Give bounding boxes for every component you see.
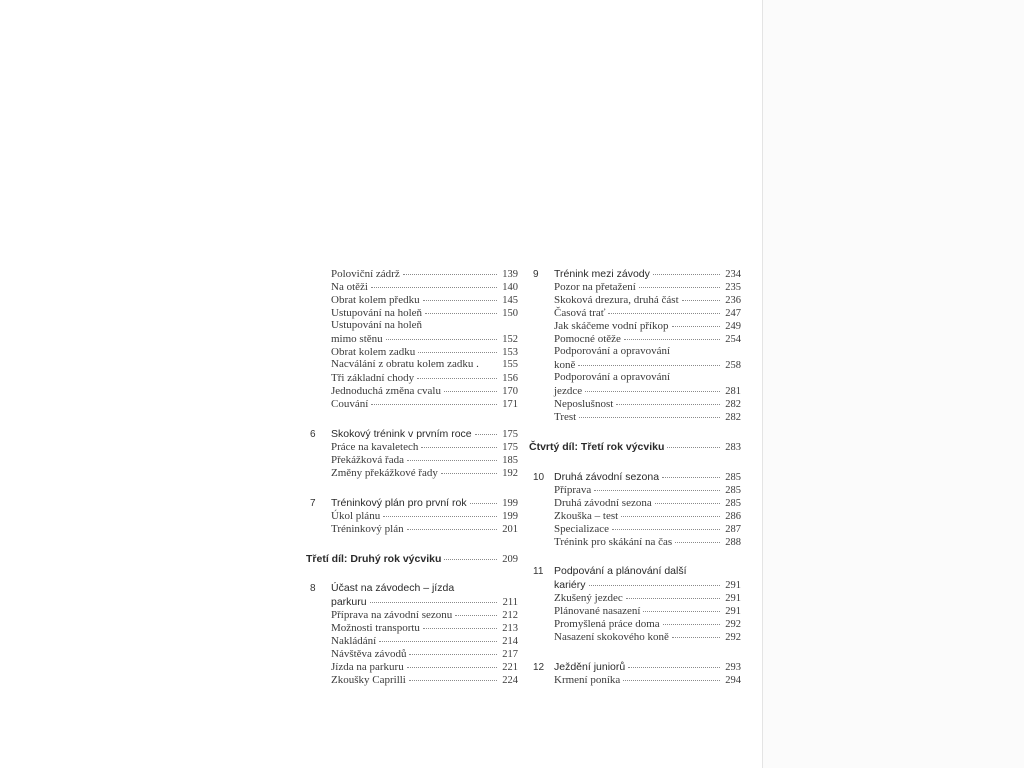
dot-leader: [403, 265, 497, 275]
page-number: 247: [725, 308, 741, 319]
dot-leader: [421, 438, 497, 448]
page-number: 234: [725, 269, 741, 280]
entry-title-continued: jezdce: [554, 385, 583, 397]
entry-title: Trénink mezi závody: [554, 268, 650, 280]
page-number: 283: [725, 442, 741, 453]
page-number: 221: [502, 662, 518, 673]
dot-leader: [608, 304, 720, 314]
page-number: 293: [725, 662, 741, 673]
dot-leader: [423, 619, 497, 629]
dot-leader: [624, 330, 720, 340]
chapter-number: 10: [533, 472, 545, 483]
page-number: 282: [725, 399, 741, 410]
page-edge: [762, 0, 763, 768]
toc-right-column: [529, 267, 741, 686]
dot-leader: [653, 265, 720, 275]
dot-leader: [371, 395, 497, 405]
page-number: 292: [725, 632, 741, 643]
page-number: 291: [725, 580, 741, 591]
dot-leader: [407, 520, 497, 530]
entry-continuation: [529, 358, 741, 371]
dot-leader: [444, 550, 497, 560]
chapter-number: 11: [533, 566, 544, 577]
page-number: 156: [502, 373, 518, 384]
toc-entry: [306, 306, 518, 319]
entry-title: Zkušený jezdec: [554, 592, 623, 604]
page-number: 153: [502, 347, 518, 358]
page-number: 152: [502, 334, 518, 345]
entry-title: Nasazení skokového koně: [554, 631, 669, 643]
dot-leader: [407, 658, 497, 668]
entry-title: Neposlušnost: [554, 398, 614, 410]
dot-leader: [628, 658, 720, 668]
dot-leader: [407, 451, 497, 461]
page-number: 254: [725, 334, 741, 345]
page-number: 201: [502, 524, 518, 535]
dot-leader: [672, 628, 720, 638]
entry-title: Skoková drezura, druhá část: [554, 294, 679, 306]
page-number: 171: [502, 399, 518, 410]
dot-leader: [672, 317, 720, 327]
toc-left-column: [306, 267, 518, 686]
chapter-number: 7: [310, 498, 316, 509]
dot-leader: [589, 576, 720, 586]
toc-entry: [306, 466, 518, 479]
page-number: 235: [725, 282, 741, 293]
entry-title: Nakládání: [331, 635, 377, 647]
entry-title: Skokový trénink v prvním roce: [331, 428, 472, 440]
page-number: 249: [725, 321, 741, 332]
dot-leader: [444, 382, 497, 392]
dot-leader: [409, 671, 497, 681]
dot-leader: [417, 369, 497, 379]
page-number: 285: [725, 485, 741, 496]
entry-title: Čtvrtý díl: Třetí rok výcviku: [529, 441, 665, 453]
entry-title: Úkol plánu: [331, 510, 381, 522]
entry-title: Promyšlená práce doma: [554, 618, 660, 630]
entry-title: Pozor na přetažení: [554, 281, 636, 293]
dot-leader: [379, 632, 497, 642]
chapter-number: 6: [310, 429, 316, 440]
page-number: 139: [502, 269, 518, 280]
entry-title: Couvání: [331, 398, 369, 410]
dot-leader: [482, 356, 497, 365]
page-number: 291: [725, 593, 741, 604]
page-number: 213: [502, 623, 518, 634]
page-number: 224: [502, 675, 518, 686]
page-number: 282: [725, 412, 741, 423]
page-number: 236: [725, 295, 741, 306]
section-gap: [306, 565, 518, 582]
dot-leader: [662, 468, 720, 478]
page-number: 285: [725, 472, 741, 483]
dot-leader: [470, 494, 497, 504]
section-gap: [529, 548, 741, 565]
part-heading: [529, 440, 741, 453]
dot-leader: [585, 382, 720, 392]
part-heading: [306, 552, 518, 565]
page-number: 145: [502, 295, 518, 306]
dot-leader: [655, 494, 720, 504]
entry-title: Trest: [554, 411, 577, 423]
entry-title: Na otěži: [331, 281, 368, 293]
page-number: 175: [502, 429, 518, 440]
entry-title: Ustupování na holeň: [331, 307, 423, 319]
page-number: 199: [502, 498, 518, 509]
page-number: 211: [502, 597, 518, 608]
page-number: 170: [502, 386, 518, 397]
dot-leader: [594, 481, 720, 491]
dot-leader: [578, 356, 720, 366]
toc-entry: [529, 332, 741, 345]
toc-entry: [306, 673, 518, 686]
entry-title: Podpování a plánování další: [554, 565, 687, 577]
entry-title: Jak skáčeme vodní příkop: [554, 320, 669, 332]
entry-title: Jednoduchá změna cvalu: [331, 385, 441, 397]
entry-title: Příprava na závodní sezonu: [331, 609, 453, 621]
page-number: 258: [725, 360, 741, 371]
page-number: 288: [725, 537, 741, 548]
entry-title-continued: kariéry: [554, 579, 586, 591]
page-number: 192: [502, 468, 518, 479]
entry-title: Příprava: [554, 484, 592, 496]
dot-leader: [418, 343, 497, 353]
entry-title: Druhá závodní sezona: [554, 497, 652, 509]
entry-title: Jízda na parkuru: [331, 661, 404, 673]
dot-leader: [621, 507, 720, 517]
entry-title: Tréninkový plán pro první rok: [331, 497, 467, 509]
page-number: 150: [502, 308, 518, 319]
entry-title: Podporování a opravování: [554, 371, 671, 383]
page-number: 281: [725, 386, 741, 397]
toc-entry: [529, 535, 741, 548]
chapter-number: 9: [533, 269, 539, 280]
entry-title: Krmení poníka: [554, 674, 621, 686]
entry-title: Tréninkový plán: [331, 523, 404, 535]
page-number: 155: [502, 359, 518, 370]
chapter-number: 12: [533, 662, 545, 673]
dot-leader: [409, 645, 497, 655]
chapter-number: 8: [310, 583, 316, 594]
entry-title-continued: mimo stěnu: [331, 333, 383, 345]
dot-leader: [441, 464, 497, 474]
page-number: 285: [725, 498, 741, 509]
toc-entry: [529, 630, 741, 643]
dot-leader: [643, 602, 720, 612]
page-number: 175: [502, 442, 518, 453]
toc-entry: [306, 522, 518, 535]
dot-leader: [455, 606, 497, 616]
entry-title: Překážková řada: [331, 454, 404, 466]
dot-leader: [371, 278, 497, 288]
page-number: 217: [502, 649, 518, 660]
toc-entry: [529, 673, 741, 686]
entry-title-continued: parkuru: [331, 596, 367, 608]
toc-entry: [529, 410, 741, 423]
dot-leader: [667, 438, 720, 448]
dot-leader: [370, 593, 497, 603]
dot-leader: [663, 615, 720, 625]
dot-leader: [383, 507, 497, 517]
dot-leader: [423, 291, 497, 301]
page-number: 209: [502, 554, 518, 565]
page-number: 212: [502, 610, 518, 621]
page-number: 291: [725, 606, 741, 617]
entry-title: Ježdění juniorů: [554, 661, 626, 673]
entry-title: Poloviční zádrž: [331, 268, 400, 280]
dot-leader: [639, 278, 720, 288]
dot-leader: [579, 408, 720, 418]
dot-leader: [675, 533, 720, 543]
entry-title: Změny překážkové řady: [331, 467, 438, 479]
entry-title: Pomocné otěže: [554, 333, 621, 345]
entry-title: Zkoušky Caprilli: [331, 674, 406, 686]
entry-title: Obrat kolem předku: [331, 294, 420, 306]
dot-leader: [616, 395, 720, 405]
entry-title: Nacválání z obratu kolem zadku .: [331, 358, 479, 370]
dot-leader: [425, 304, 497, 314]
dot-leader: [682, 291, 720, 301]
entry-title: Specializace: [554, 523, 609, 535]
entry-title: Obrat kolem zadku: [331, 346, 416, 358]
page-number: 294: [725, 675, 741, 686]
page-number: 286: [725, 511, 741, 522]
entry-title: Tři základní chody: [331, 372, 415, 384]
toc-entry: [306, 397, 518, 410]
entry-title: Účast na závodech – jízda: [331, 582, 455, 594]
page-number: 214: [502, 636, 518, 647]
dot-leader: [626, 589, 720, 599]
entry-title: Ustupování na holeň: [331, 319, 423, 331]
page-number: 199: [502, 511, 518, 522]
dot-leader: [612, 520, 720, 530]
entry-title: Podporování a opravování: [554, 345, 671, 357]
dot-leader: [386, 330, 497, 340]
entry-title: Návštěva závodů: [331, 648, 407, 660]
page-number: 287: [725, 524, 741, 535]
entry-title: Práce na kavaletech: [331, 441, 419, 453]
dot-leader: [623, 671, 720, 681]
entry-title-continued: koně: [554, 359, 576, 371]
entry-title: Plánované nasazení: [554, 605, 641, 617]
page-number: 185: [502, 455, 518, 466]
entry-title: Časová trať: [554, 307, 606, 319]
dot-leader: [475, 425, 497, 435]
entry-title: Druhá závodní sezona: [554, 471, 660, 483]
entry-title: Zkouška – test: [554, 510, 619, 522]
page-number: 292: [725, 619, 741, 630]
entry-title: Třetí díl: Druhý rok výcviku: [306, 553, 442, 565]
page-number: 140: [502, 282, 518, 293]
entry-title: Možnosti transportu: [331, 622, 420, 634]
facing-page: [763, 0, 1024, 768]
entry-title: Trénink pro skákání na čas: [554, 536, 673, 548]
